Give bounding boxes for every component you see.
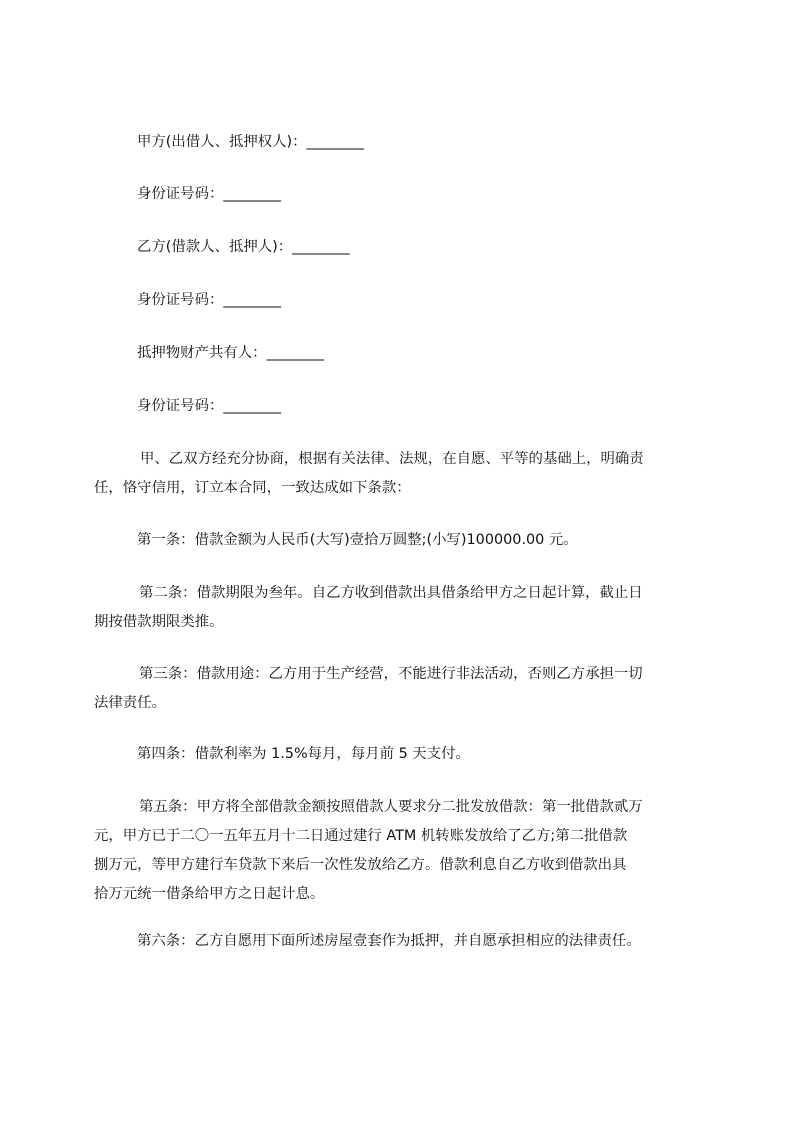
text-line: 元，甲方已于二〇一五年五月十二日通过建行 ATM 机转账发放给了乙方;第二批借款 [94, 828, 628, 844]
text-line: 第三条：借款用途：乙方用于生产经营，不能进行非法活动，否则乙方承担一切 [139, 666, 643, 682]
text-line: 第六条：乙方自愿用下面所述房屋壹套作为抵押，并自愿承担相应的法律责任。 [137, 933, 641, 949]
text-line: 身份证号码：________ [137, 398, 281, 414]
text-line: 乙方(借款人、抵押人)：________ [137, 239, 350, 255]
text-line: 身份证号码：________ [137, 186, 281, 202]
text-line: 捌万元，等甲方建行车贷款下来后一次性发放给乙方。借款利息自乙方收到借款出具 [94, 857, 627, 873]
text-line: 甲方(出借人、抵押权人)：________ [137, 134, 365, 150]
text-line: 任，恪守信用，订立本合同，一致达成如下条款： [94, 480, 411, 496]
text-line: 拾万元统一借条给甲方之日起计息。 [94, 886, 325, 902]
text-line: 第一条：借款金额为人民币(大写)壹拾万圆整;(小写)100000.00 元。 [137, 532, 578, 548]
text-line: 抵押物财产共有人：________ [137, 345, 325, 361]
text-line: 甲、乙双方经充分协商，根据有关法律、法规，在自愿、平等的基础上，明确责 [140, 451, 644, 467]
text-line: 第二条：借款期限为叁年。自乙方收到借款出具借条给甲方之日起计算，截止日 [139, 585, 643, 601]
text-line: 第五条：甲方将全部借款金额按照借款人要求分二批发放借款：第一批借款贰万 [139, 799, 643, 815]
text-line: 第四条：借款利率为 1.5%每月，每月前 5 天支付。 [137, 746, 470, 762]
text-line: 期按借款期限类推。 [94, 614, 224, 630]
text-line: 法律责任。 [94, 695, 166, 711]
text-line: 身份证号码：________ [137, 292, 281, 308]
